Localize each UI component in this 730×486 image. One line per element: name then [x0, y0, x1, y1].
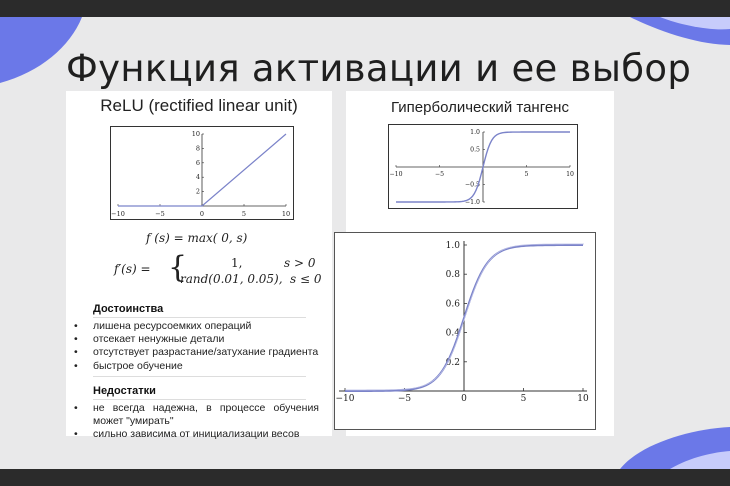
tanh-small-chart: [388, 124, 578, 209]
relu-case2-value: rand(0.01, 0.05),: [180, 272, 283, 286]
relu-derivative-lhs: f′(s) =: [114, 262, 151, 276]
relu-formula: [146, 231, 247, 245]
sigmoid-y-tick-label: 0.4: [445, 328, 460, 339]
relu-y-tick-label: 6: [195, 158, 200, 167]
tanh-x-tick-label: 10: [566, 171, 574, 178]
list-item: • сильно зависима от инициализации весов: [74, 428, 319, 441]
list-item: • отсутствует разрастание/затухание градиента: [74, 346, 318, 359]
slide-title: Функция активации и ее выбор: [66, 47, 692, 90]
relu-case1-cond: s > 0: [284, 256, 316, 270]
relu-chart: [110, 126, 294, 220]
relu-y-tick-label: 10: [191, 130, 200, 138]
pros-heading: Достоинства: [93, 303, 164, 315]
relu-y-tick-label: 4: [195, 173, 200, 182]
relu-title: ReLU (rectified linear unit): [100, 96, 298, 115]
sigmoid-x-tick-label: 0: [461, 394, 467, 404]
cons-list: [74, 402, 319, 442]
relu-x-tick-label: 0: [199, 210, 205, 218]
cons-heading: Недостатки: [93, 385, 156, 397]
tanh-x-tick-label: −5: [434, 171, 445, 178]
relu-case1-value: 1,: [231, 256, 243, 270]
tanh-x-tick-label: −10: [389, 171, 403, 178]
sigmoid-series-line-shadow: [346, 244, 584, 390]
sigmoid-chart-overlay: [334, 232, 596, 430]
relu-brace: {: [168, 250, 188, 285]
pros-list: [74, 320, 318, 373]
list-item: • лишена ресурсоемких операций: [74, 320, 318, 333]
relu-y-tick-label: 8: [195, 144, 200, 153]
tanh-x-tick-label: 5: [524, 171, 529, 178]
relu-case2-cond: s ≤ 0: [290, 272, 322, 286]
relu-y-tick-label: 2: [195, 187, 200, 196]
divider: [93, 376, 306, 377]
divider: [93, 317, 306, 318]
tanh-title: Гиперболический тангенс: [391, 99, 569, 116]
relu-x-tick-label: −10: [111, 210, 125, 218]
tanh-y-tick-label: −1.0: [464, 199, 480, 206]
list-item: • отсекает ненужные детали: [74, 333, 318, 346]
sigmoid-x-tick-label: 10: [577, 394, 589, 404]
relu-panel: [66, 91, 332, 441]
decor-blob-bottom-right: [620, 419, 730, 469]
sigmoid-y-tick-label: 1.0: [445, 241, 460, 251]
tanh-y-tick-label: 0.5: [470, 146, 480, 154]
relu-x-tick-label: 10: [281, 210, 291, 218]
sigmoid-y-tick-label: 0.6: [445, 299, 460, 310]
relu-x-tick-label: −5: [155, 210, 165, 218]
tanh-y-tick-label: −0.5: [464, 181, 480, 189]
decor-blob-top-right: [630, 17, 730, 47]
tanh-y-tick-label: 1.0: [470, 129, 480, 136]
sigmoid-x-tick-label: −10: [335, 394, 355, 404]
sigmoid-x-tick-label: 5: [520, 394, 527, 404]
sigmoid-y-tick-label: 0.8: [445, 270, 460, 281]
list-item: • не всегда надежна, в процессе обучения может "умирать": [74, 402, 319, 428]
sigmoid-y-tick-label: 0.2: [445, 357, 460, 368]
relu-x-tick-label: 5: [241, 210, 247, 218]
list-item: • быстрое обучение: [74, 360, 318, 373]
relu-formula-text: f (s) = max( 0, s): [146, 231, 248, 245]
relu-derivative-formula: [114, 252, 324, 286]
sigmoid-x-tick-label: −5: [397, 394, 412, 404]
sigmoid-chart: [335, 233, 593, 427]
divider: [93, 399, 306, 400]
